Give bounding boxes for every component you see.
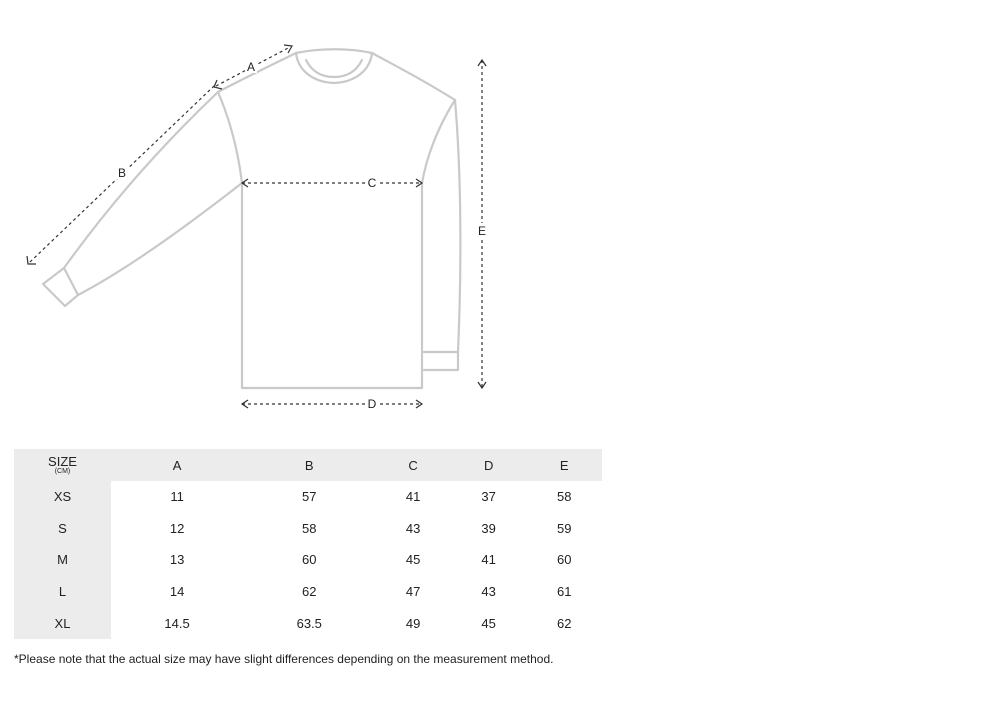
table-row: [14, 544, 602, 576]
table-cell: 41: [481, 552, 496, 568]
table-cell: 43: [405, 520, 421, 536]
dimension-b-label: B: [117, 166, 127, 180]
sweatshirt-measurement-diagram: [0, 0, 620, 440]
row-size-label: XS: [14, 481, 111, 513]
dimension-c-label: C: [367, 176, 377, 190]
table-row: [14, 481, 602, 513]
dimension-e-label: E: [477, 224, 487, 238]
table-cell: 13: [169, 552, 185, 568]
table-cell: 59: [556, 520, 572, 536]
dimension-a-label: A: [246, 60, 256, 74]
table-header-row: [14, 449, 602, 481]
table-cell: 61: [556, 584, 572, 600]
column-header-a: A: [111, 449, 243, 481]
dimension-c: [242, 176, 422, 190]
table-cell: 14: [169, 584, 185, 600]
table-cell: 58: [302, 520, 317, 536]
table-cell: 11: [170, 489, 184, 505]
table-cell: 63.5: [296, 615, 322, 631]
table-cell: 14.5: [164, 615, 190, 631]
row-size-label: M: [14, 544, 111, 576]
dimension-b: [27, 86, 214, 264]
size-header-label: SIZE: [48, 453, 77, 469]
table-cell: 47: [405, 584, 421, 600]
table-cell: 39: [481, 520, 496, 536]
table-row: [14, 576, 602, 608]
row-size-label: S: [14, 513, 111, 545]
table-cell: 45: [481, 615, 496, 631]
table-cell: 41: [405, 489, 421, 505]
column-header-e: E: [526, 449, 602, 481]
table-cell: 62: [556, 615, 572, 631]
sweatshirt-outline: [43, 49, 460, 388]
unit-header-label: (CM): [54, 467, 71, 475]
table-cell: 60: [556, 552, 572, 568]
table-cell: 43: [481, 584, 496, 600]
table-row: [14, 513, 602, 545]
column-header-b: B: [243, 449, 375, 481]
table-row: [14, 607, 602, 639]
table-cell: 12: [169, 520, 185, 536]
size-chart-table: [14, 449, 602, 639]
column-header-c: C: [375, 449, 451, 481]
table-cell: 45: [405, 552, 421, 568]
column-header-d: D: [451, 449, 527, 481]
table-cell: 57: [302, 489, 317, 505]
measurement-note: *Please note that the actual size may have slight differences depending on the measurement method.: [14, 652, 554, 666]
dimension-d: [242, 397, 422, 411]
table-cell: 49: [405, 615, 421, 631]
table-cell: 37: [481, 489, 496, 505]
size-column-header: [14, 449, 111, 481]
dimension-d-label: D: [367, 397, 377, 411]
row-size-label: XL: [14, 607, 111, 639]
table-cell: 60: [302, 552, 317, 568]
row-size-label: L: [14, 576, 111, 608]
table-cell: 62: [302, 584, 317, 600]
dimension-e: [476, 60, 488, 388]
table-cell: 58: [556, 489, 572, 505]
dimension-a: [214, 45, 292, 89]
